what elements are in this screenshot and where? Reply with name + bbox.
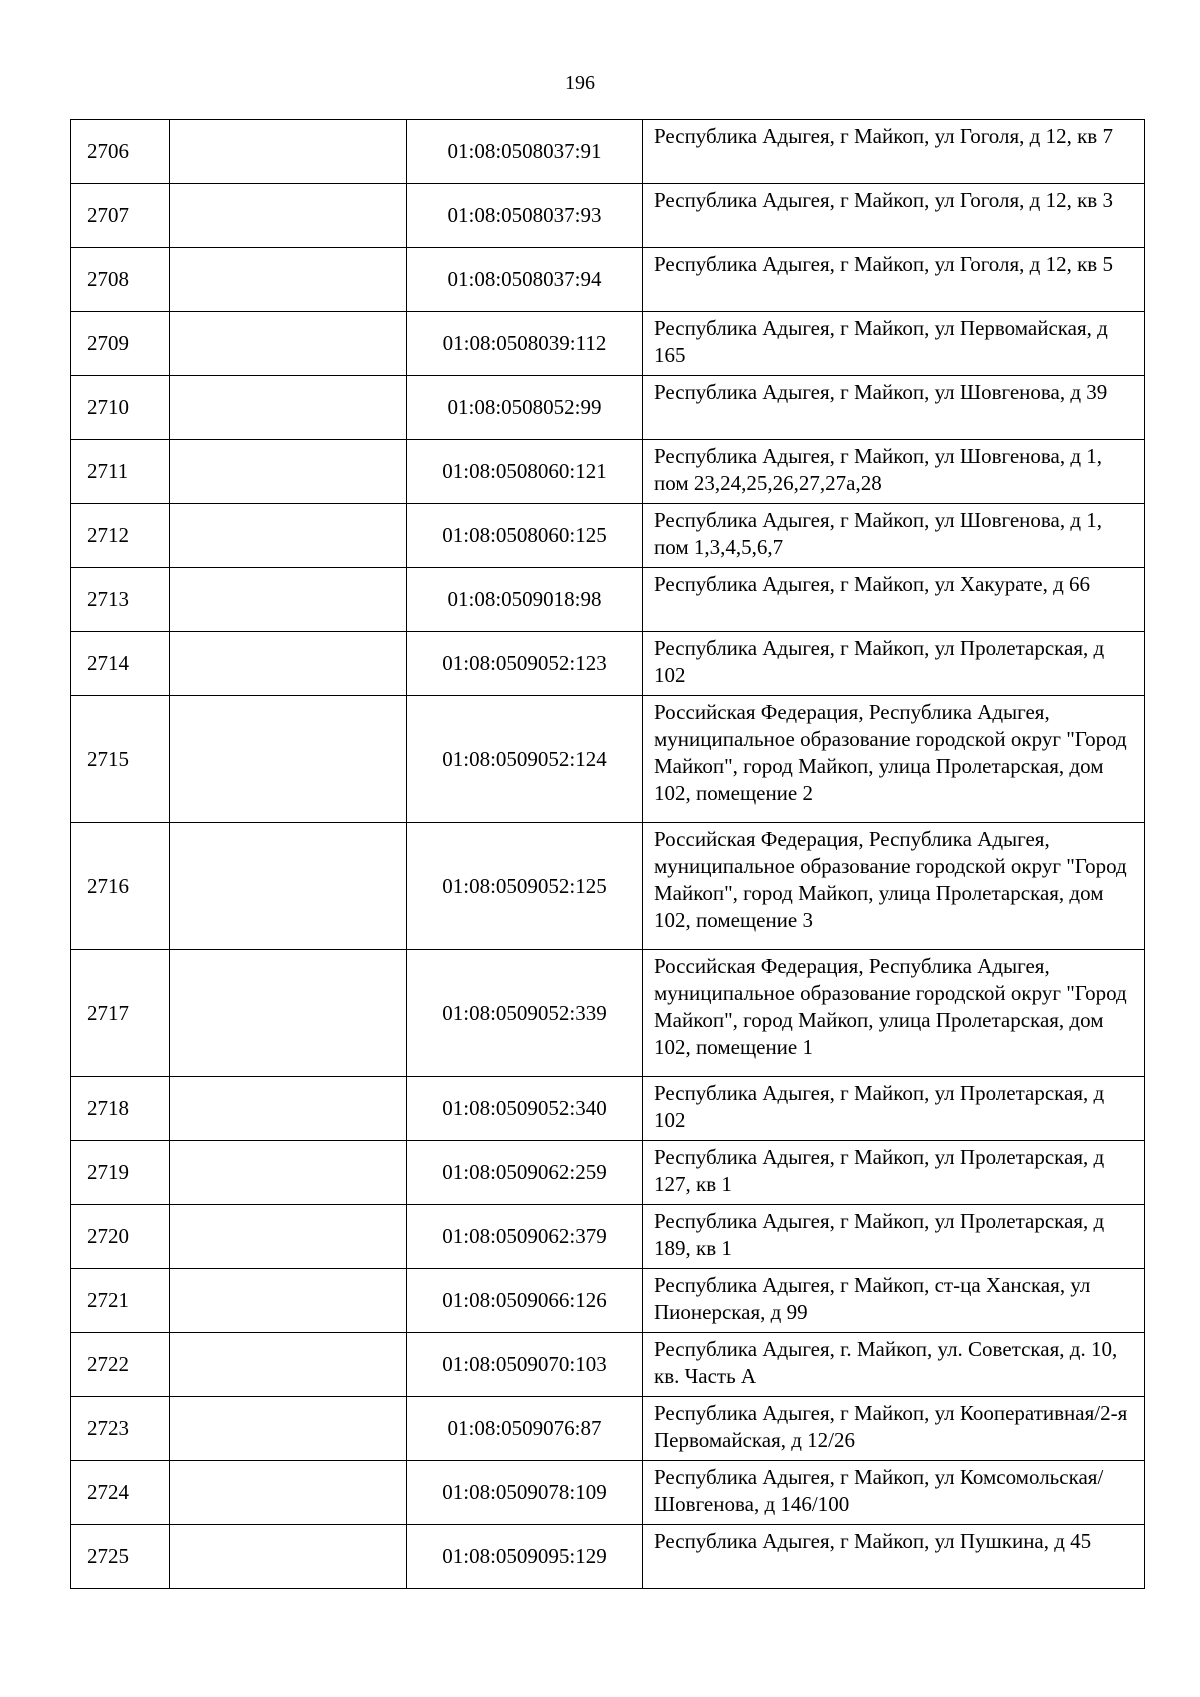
address-cell: Республика Адыгея, г Майкоп, ул Шовгенова, д 1, пом 23,24,25,26,27,27а,28	[643, 440, 1145, 504]
table-row	[71, 1461, 1145, 1525]
empty-cell	[170, 504, 407, 568]
empty-cell	[170, 823, 407, 950]
row-number-cell: 2712	[71, 504, 170, 568]
table-row	[71, 1525, 1145, 1589]
row-number-cell: 2717	[71, 950, 170, 1077]
table-row	[71, 504, 1145, 568]
table-row	[71, 120, 1145, 184]
cadastral-number-cell: 01:08:0509076:87	[407, 1397, 643, 1461]
row-number-cell: 2716	[71, 823, 170, 950]
table-row	[71, 312, 1145, 376]
table-row	[71, 1269, 1145, 1333]
table-row	[71, 568, 1145, 632]
cadastral-number-cell: 01:08:0509078:109	[407, 1461, 643, 1525]
cadastral-number-cell: 01:08:0508052:99	[407, 376, 643, 440]
empty-cell	[170, 184, 407, 248]
row-number-cell: 2708	[71, 248, 170, 312]
address-cell: Российская Федерация, Республика Адыгея, муниципальное образование городской округ "Город Майкоп", город Майкоп, улица Пролетарская, дом 102, помещение 3	[643, 823, 1145, 950]
table-row	[71, 184, 1145, 248]
address-cell: Российская Федерация, Республика Адыгея, муниципальное образование городской округ "Город Майкоп", город Майкоп, улица Пролетарская, дом 102, помещение 1	[643, 950, 1145, 1077]
cadastral-number-cell: 01:08:0508037:93	[407, 184, 643, 248]
empty-cell	[170, 1461, 407, 1525]
address-cell: Республика Адыгея, г Майкоп, ул Пролетарская, д 102	[643, 1077, 1145, 1141]
cadastral-number-cell: 01:08:0508060:121	[407, 440, 643, 504]
address-cell: Республика Адыгея, г Майкоп, ул Пролетарская, д 189, кв 1	[643, 1205, 1145, 1269]
row-number-cell: 2719	[71, 1141, 170, 1205]
address-cell: Республика Адыгея, г Майкоп, ул Пролетарская, д 127, кв 1	[643, 1141, 1145, 1205]
cadastral-number-cell: 01:08:0509066:126	[407, 1269, 643, 1333]
empty-cell	[170, 696, 407, 823]
row-number-cell: 2725	[71, 1525, 170, 1589]
cadastral-number-cell: 01:08:0509070:103	[407, 1333, 643, 1397]
page-number: 196	[565, 72, 595, 94]
row-number-cell: 2706	[71, 120, 170, 184]
empty-cell	[170, 1525, 407, 1589]
table-row	[71, 1397, 1145, 1461]
cadastral-number-cell: 01:08:0508037:94	[407, 248, 643, 312]
empty-cell	[170, 312, 407, 376]
table-body	[71, 120, 1145, 1589]
row-number-cell: 2707	[71, 184, 170, 248]
address-cell: Российская Федерация, Республика Адыгея, муниципальное образование городской округ "Город Майкоп", город Майкоп, улица Пролетарская, дом 102, помещение 2	[643, 696, 1145, 823]
address-cell: Республика Адыгея, г Майкоп, ст-ца Ханская, ул Пионерская, д 99	[643, 1269, 1145, 1333]
cadastral-number-cell: 01:08:0509052:123	[407, 632, 643, 696]
row-number-cell: 2715	[71, 696, 170, 823]
address-cell: Республика Адыгея, г Майкоп, ул Шовгенова, д 39	[643, 376, 1145, 440]
row-number-cell: 2711	[71, 440, 170, 504]
table-row	[71, 950, 1145, 1077]
address-cell: Республика Адыгея, г Майкоп, ул Гоголя, д 12, кв 3	[643, 184, 1145, 248]
row-number-cell: 2720	[71, 1205, 170, 1269]
table-row	[71, 1205, 1145, 1269]
cadastral-number-cell: 01:08:0509052:125	[407, 823, 643, 950]
empty-cell	[170, 376, 407, 440]
cadastral-number-cell: 01:08:0509052:339	[407, 950, 643, 1077]
empty-cell	[170, 632, 407, 696]
empty-cell	[170, 568, 407, 632]
cadastral-number-cell: 01:08:0508039:112	[407, 312, 643, 376]
cadastral-number-cell: 01:08:0509052:124	[407, 696, 643, 823]
empty-cell	[170, 1077, 407, 1141]
row-number-cell: 2718	[71, 1077, 170, 1141]
table-row	[71, 1333, 1145, 1397]
empty-cell	[170, 248, 407, 312]
property-register-table	[70, 119, 1145, 1589]
address-cell: Республика Адыгея, г Майкоп, ул Хакурате, д 66	[643, 568, 1145, 632]
table-row	[71, 440, 1145, 504]
empty-cell	[170, 1333, 407, 1397]
empty-cell	[170, 1269, 407, 1333]
row-number-cell: 2723	[71, 1397, 170, 1461]
cadastral-number-cell: 01:08:0509062:259	[407, 1141, 643, 1205]
row-number-cell: 2710	[71, 376, 170, 440]
table-row	[71, 632, 1145, 696]
empty-cell	[170, 950, 407, 1077]
address-cell: Республика Адыгея, г Майкоп, ул Комсомольская/Шовгенова, д 146/100	[643, 1461, 1145, 1525]
table-row	[71, 696, 1145, 823]
empty-cell	[170, 120, 407, 184]
address-cell: Республика Адыгея, г Майкоп, ул Гоголя, д 12, кв 7	[643, 120, 1145, 184]
table-row	[71, 1141, 1145, 1205]
empty-cell	[170, 1141, 407, 1205]
address-cell: Республика Адыгея, г Майкоп, ул Шовгенова, д 1, пом 1,3,4,5,6,7	[643, 504, 1145, 568]
address-cell: Республика Адыгея, г. Майкоп, ул. Советская, д. 10, кв. Часть А	[643, 1333, 1145, 1397]
address-cell: Республика Адыгея, г Майкоп, ул Гоголя, д 12, кв 5	[643, 248, 1145, 312]
cadastral-number-cell: 01:08:0509095:129	[407, 1525, 643, 1589]
cadastral-number-cell: 01:08:0509062:379	[407, 1205, 643, 1269]
cadastral-number-cell: 01:08:0509052:340	[407, 1077, 643, 1141]
table-row	[71, 376, 1145, 440]
row-number-cell: 2713	[71, 568, 170, 632]
row-number-cell: 2721	[71, 1269, 170, 1333]
table-row	[71, 248, 1145, 312]
address-cell: Республика Адыгея, г Майкоп, ул Пушкина, д 45	[643, 1525, 1145, 1589]
row-number-cell: 2724	[71, 1461, 170, 1525]
address-cell: Республика Адыгея, г Майкоп, ул Кооперативная/2-я Первомайская, д 12/26	[643, 1397, 1145, 1461]
cadastral-number-cell: 01:08:0508037:91	[407, 120, 643, 184]
table-row	[71, 823, 1145, 950]
row-number-cell: 2722	[71, 1333, 170, 1397]
address-cell: Республика Адыгея, г Майкоп, ул Пролетарская, д 102	[643, 632, 1145, 696]
table-row	[71, 1077, 1145, 1141]
empty-cell	[170, 440, 407, 504]
cadastral-number-cell: 01:08:0509018:98	[407, 568, 643, 632]
empty-cell	[170, 1397, 407, 1461]
row-number-cell: 2709	[71, 312, 170, 376]
address-cell: Республика Адыгея, г Майкоп, ул Первомайская, д 165	[643, 312, 1145, 376]
row-number-cell: 2714	[71, 632, 170, 696]
cadastral-number-cell: 01:08:0508060:125	[407, 504, 643, 568]
empty-cell	[170, 1205, 407, 1269]
